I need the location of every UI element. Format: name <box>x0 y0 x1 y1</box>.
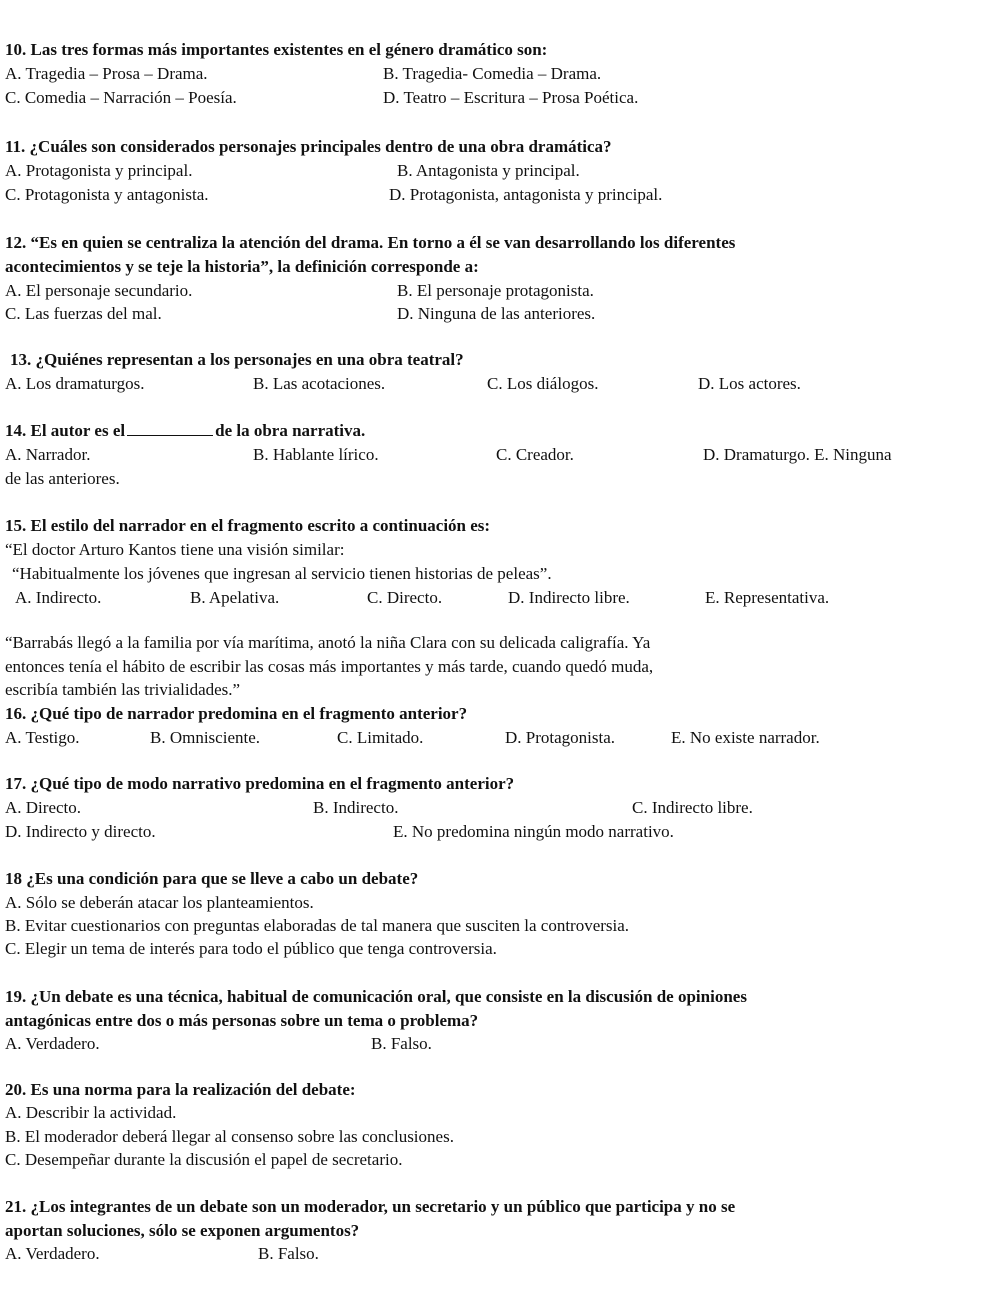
q17-option-b: B. Indirecto. <box>313 798 399 817</box>
q10-option-a: A. Tragedia – Prosa – Drama. <box>5 64 208 83</box>
question-12-line-2: acontecimientos y se teje la historia”, la definición corresponde a: <box>5 257 479 276</box>
q16-option-b: B. Omnisciente. <box>150 728 261 747</box>
q13-option-a: A. Los dramaturgos. <box>5 374 145 393</box>
q10-option-c: C. Comedia – Narración – Poesía. <box>5 88 237 107</box>
q16-option-c: C. Limitado. <box>337 728 424 747</box>
question-12-line-1: 12. “Es en quien se centraliza la atención del drama. En torno a él se van desarrollando los diferentes <box>5 233 736 252</box>
q18-option-a: A. Sólo se deberán atacar los planteamientos. <box>5 893 314 912</box>
question-21-line-2: aportan soluciones, sólo se exponen argumentos? <box>5 1221 360 1240</box>
q14-option-e-continued: de las anteriores. <box>5 469 120 488</box>
question-17: 17. ¿Qué tipo de modo narrativo predomina en el fragmento anterior? <box>5 774 515 793</box>
fill-in-blank <box>127 421 213 436</box>
q17-option-d: D. Indirecto y directo. <box>5 822 156 841</box>
q15-quote-line-1: “El doctor Arturo Kantos tiene una visión similar: <box>5 540 345 559</box>
question-19-line-2: antagónicas entre dos o más personas sobre un tema o problema? <box>5 1011 479 1030</box>
q13-option-b: B. Las acotaciones. <box>253 374 386 393</box>
q14-option-a: A. Narrador. <box>5 445 91 464</box>
q11-option-b: B. Antagonista y principal. <box>397 161 580 180</box>
q13-option-d: D. Los actores. <box>698 374 801 393</box>
q14-prefix: 14. El autor es el <box>5 421 126 440</box>
question-10: 10. Las tres formas más importantes existentes en el género dramático son: <box>5 40 548 59</box>
question-11: 11. ¿Cuáles son considerados personajes principales dentro de una obra dramática? <box>5 137 612 156</box>
question-14 <box>5 421 365 441</box>
q17-option-a: A. Directo. <box>5 798 82 817</box>
q16-option-a: A. Testigo. <box>5 728 80 747</box>
q11-option-d: D. Protagonista, antagonista y principal. <box>389 185 663 204</box>
q12-option-b: B. El personaje protagonista. <box>397 281 594 300</box>
q19-option-a: A. Verdadero. <box>5 1034 100 1053</box>
q14-option-d-e: D. Dramaturgo. E. Ninguna <box>703 445 892 464</box>
q11-option-c: C. Protagonista y antagonista. <box>5 185 209 204</box>
question-18: 18 ¿Es una condición para que se lleve a cabo un debate? <box>5 869 419 888</box>
q15-option-e: E. Representativa. <box>705 588 830 607</box>
q13-option-c: C. Los diálogos. <box>487 374 599 393</box>
question-19-line-1: 19. ¿Un debate es una técnica, habitual de comunicación oral, que consiste en la discusión de opiniones <box>5 987 747 1006</box>
q18-option-b: B. Evitar cuestionarios con preguntas elaboradas de tal manera que susciten la controversia. <box>5 916 630 935</box>
q20-option-a: A. Describir la actividad. <box>5 1103 177 1122</box>
q20-option-b: B. El moderador deberá llegar al consenso sobre las conclusiones. <box>5 1127 454 1146</box>
q10-option-d: D. Teatro – Escritura – Prosa Poética. <box>383 88 639 107</box>
question-20: 20. Es una norma para la realización del debate: <box>5 1080 356 1099</box>
fragment-line-3: escribía también las trivialidades.” <box>5 680 241 699</box>
q15-option-b: B. Apelativa. <box>190 588 280 607</box>
q16-option-d: D. Protagonista. <box>505 728 616 747</box>
q19-option-b: B. Falso. <box>371 1034 432 1053</box>
q17-option-c: C. Indirecto libre. <box>632 798 753 817</box>
q16-option-e: E. No existe narrador. <box>671 728 820 747</box>
question-15: 15. El estilo del narrador en el fragmento escrito a continuación es: <box>5 516 491 535</box>
q12-option-a: A. El personaje secundario. <box>5 281 193 300</box>
q15-option-c: C. Directo. <box>367 588 443 607</box>
q21-option-a: A. Verdadero. <box>5 1244 100 1263</box>
q18-option-c: C. Elegir un tema de interés para todo el público que tenga controversia. <box>5 939 497 958</box>
fragment-line-2: entonces tenía el hábito de escribir las cosas más importantes y más tarde, cuando quedó muda, <box>5 657 654 676</box>
q12-option-c: C. Las fuerzas del mal. <box>5 304 162 323</box>
question-16: 16. ¿Qué tipo de narrador predomina en el fragmento anterior? <box>5 704 468 723</box>
q15-option-d: D. Indirecto libre. <box>508 588 630 607</box>
q15-option-a: A. Indirecto. <box>15 588 102 607</box>
fragment-line-1: “Barrabás llegó a la familia por vía marítima, anotó la niña Clara con su delicada caligrafía. Ya <box>5 633 651 652</box>
question-13: 13. ¿Quiénes representan a los personajes en una obra teatral? <box>10 350 464 369</box>
q14-option-b: B. Hablante lírico. <box>253 445 379 464</box>
q12-option-d: D. Ninguna de las anteriores. <box>397 304 596 323</box>
q14-option-c: C. Creador. <box>496 445 574 464</box>
question-21-line-1: 21. ¿Los integrantes de un debate son un moderador, un secretario y un público que participa y no se <box>5 1197 736 1216</box>
q10-option-b: B. Tragedia- Comedia – Drama. <box>383 64 602 83</box>
q15-quote-line-2: “Habitualmente los jóvenes que ingresan al servicio tienen historias de peleas”. <box>12 564 552 583</box>
q11-option-a: A. Protagonista y principal. <box>5 161 193 180</box>
q14-suffix: de la obra narrativa. <box>215 421 366 440</box>
q21-option-b: B. Falso. <box>258 1244 319 1263</box>
q17-option-e: E. No predomina ningún modo narrativo. <box>393 822 674 841</box>
q20-option-c: C. Desempeñar durante la discusión el papel de secretario. <box>5 1150 403 1169</box>
